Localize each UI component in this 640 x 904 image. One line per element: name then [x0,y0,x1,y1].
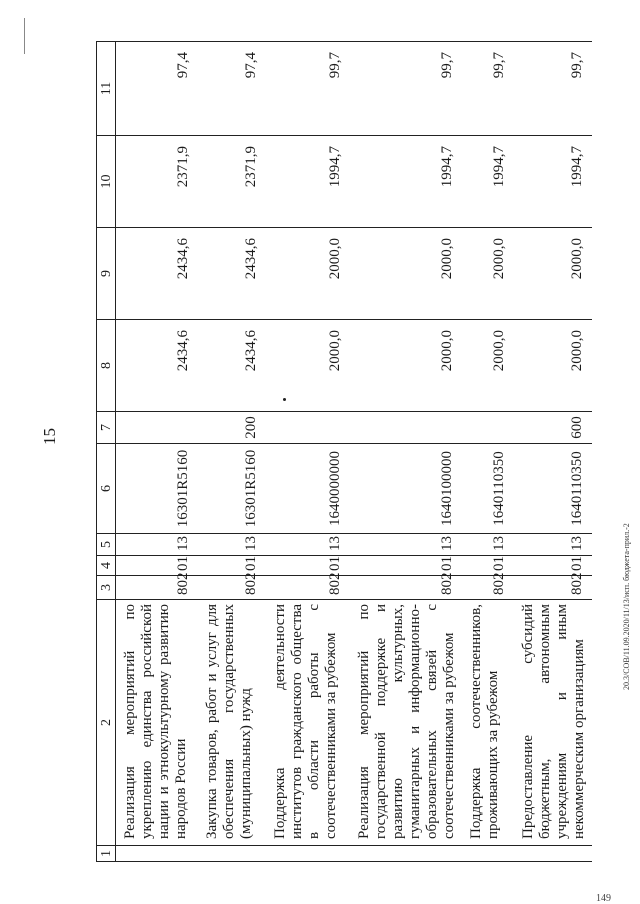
table-row [462,42,514,862]
scan-edge-line [24,18,25,54]
value-col8: 2000,0 [350,320,462,412]
code-section: 01 [266,556,350,576]
page-number: 15 [40,428,59,445]
row-number-cell [462,846,514,862]
value-col10: 1994,7 [350,136,462,228]
value-col8: 2434,6 [198,320,266,412]
value-col11: 97,4 [116,42,198,136]
item-name: Закупка товаров, работ и услуг для обеспечения государственных (муниципальных) нужд [198,600,266,846]
value-col11: 99,7 [514,42,592,136]
row-number-cell [514,846,592,862]
value-col8: 2000,0 [266,320,350,412]
item-name: Предоставление субсидий бюджетным, автономным учреждениям и иным некоммерческим организациям [514,600,592,846]
code-expense-type [116,412,198,444]
value-col9: 2000,0 [350,228,462,320]
table-row [514,42,592,862]
value-col10: 1994,7 [514,136,592,228]
header-cell-2: 2 [97,600,116,846]
code-subsection: 13 [514,534,592,556]
header-cell-5: 5 [97,534,116,556]
header-cell-3: 3 [97,576,116,600]
item-name: Поддержка соотечественников, проживающих за рубежом [462,600,514,846]
code-section: 01 [350,556,462,576]
value-col10: 1994,7 [462,136,514,228]
value-col10: 2371,9 [116,136,198,228]
value-col9: 2434,6 [198,228,266,320]
table-row [116,42,198,862]
value-col9: 2000,0 [266,228,350,320]
table-row [198,42,266,862]
code-section: 01 [116,556,198,576]
row-number-cell [116,846,198,862]
value-col11: 99,7 [350,42,462,136]
code-target: 16301R5160 [198,444,266,534]
value-col10: 1994,7 [266,136,350,228]
row-number-cell [266,846,350,862]
item-name: Поддержка деятельности институтов гражданского общества в области работы с соотечественниками за рубежом [266,600,350,846]
item-name: Реализация мероприятий по государственной поддержке и развитию культурных, гуманитарных и информационно-образовательных связей с соотечественниками за рубежом [350,600,462,846]
header-cell-8: 8 [97,320,116,412]
header-cell-6: 6 [97,444,116,534]
value-col9: 2000,0 [514,228,592,320]
code-expense-type: 200 [198,412,266,444]
code-ministry: 802 [462,576,514,600]
code-target: 16301R5160 [116,444,198,534]
code-ministry: 802 [350,576,462,600]
code-subsection: 13 [462,534,514,556]
bottom-page-mark: 149 [596,893,611,904]
code-target: 1640100000 [350,444,462,534]
budget-table-container [96,42,587,862]
code-ministry: 802 [266,576,350,600]
code-subsection: 13 [116,534,198,556]
value-col9: 2000,0 [462,228,514,320]
row-number-cell [198,846,266,862]
header-cell-9: 9 [97,228,116,320]
value-col11: 99,7 [266,42,350,136]
value-col8: 2000,0 [462,320,514,412]
item-name: Реализация мероприятий по укреплению единства российской нации и этнокультурному развитию народов России [116,600,198,846]
code-section: 01 [198,556,266,576]
code-ministry: 802 [514,576,592,600]
code-subsection: 13 [198,534,266,556]
header-cell-10: 10 [97,136,116,228]
code-section: 01 [462,556,514,576]
code-expense-type [350,412,462,444]
code-subsection: 13 [266,534,350,556]
value-col8: 2434,6 [116,320,198,412]
value-col11: 97,4 [198,42,266,136]
value-col9: 2434,6 [116,228,198,320]
header-cell-4: 4 [97,556,116,576]
value-col10: 2371,9 [198,136,266,228]
table-row [266,42,350,862]
code-expense-type [462,412,514,444]
value-col11: 99,7 [462,42,514,136]
table-row [350,42,462,862]
code-expense-type: 600 [514,412,592,444]
code-ministry: 802 [198,576,266,600]
budget-table [96,41,592,862]
code-section: 01 [514,556,592,576]
stray-mark [283,398,286,401]
code-target: 1640000000 [266,444,350,534]
document-stamp: 20.3/СОВ/11.09.2020/11/13/исп. бюджета-прил.-2 [622,523,631,690]
header-cell-11: 11 [97,42,116,136]
header-cell-1: 1 [97,846,116,862]
code-target: 1640110350 [514,444,592,534]
code-expense-type [266,412,350,444]
value-col8: 2000,0 [514,320,592,412]
code-subsection: 13 [350,534,462,556]
header-row [97,42,116,862]
header-cell-7: 7 [97,412,116,444]
row-number-cell [350,846,462,862]
code-ministry: 802 [116,576,198,600]
code-target: 1640110350 [462,444,514,534]
